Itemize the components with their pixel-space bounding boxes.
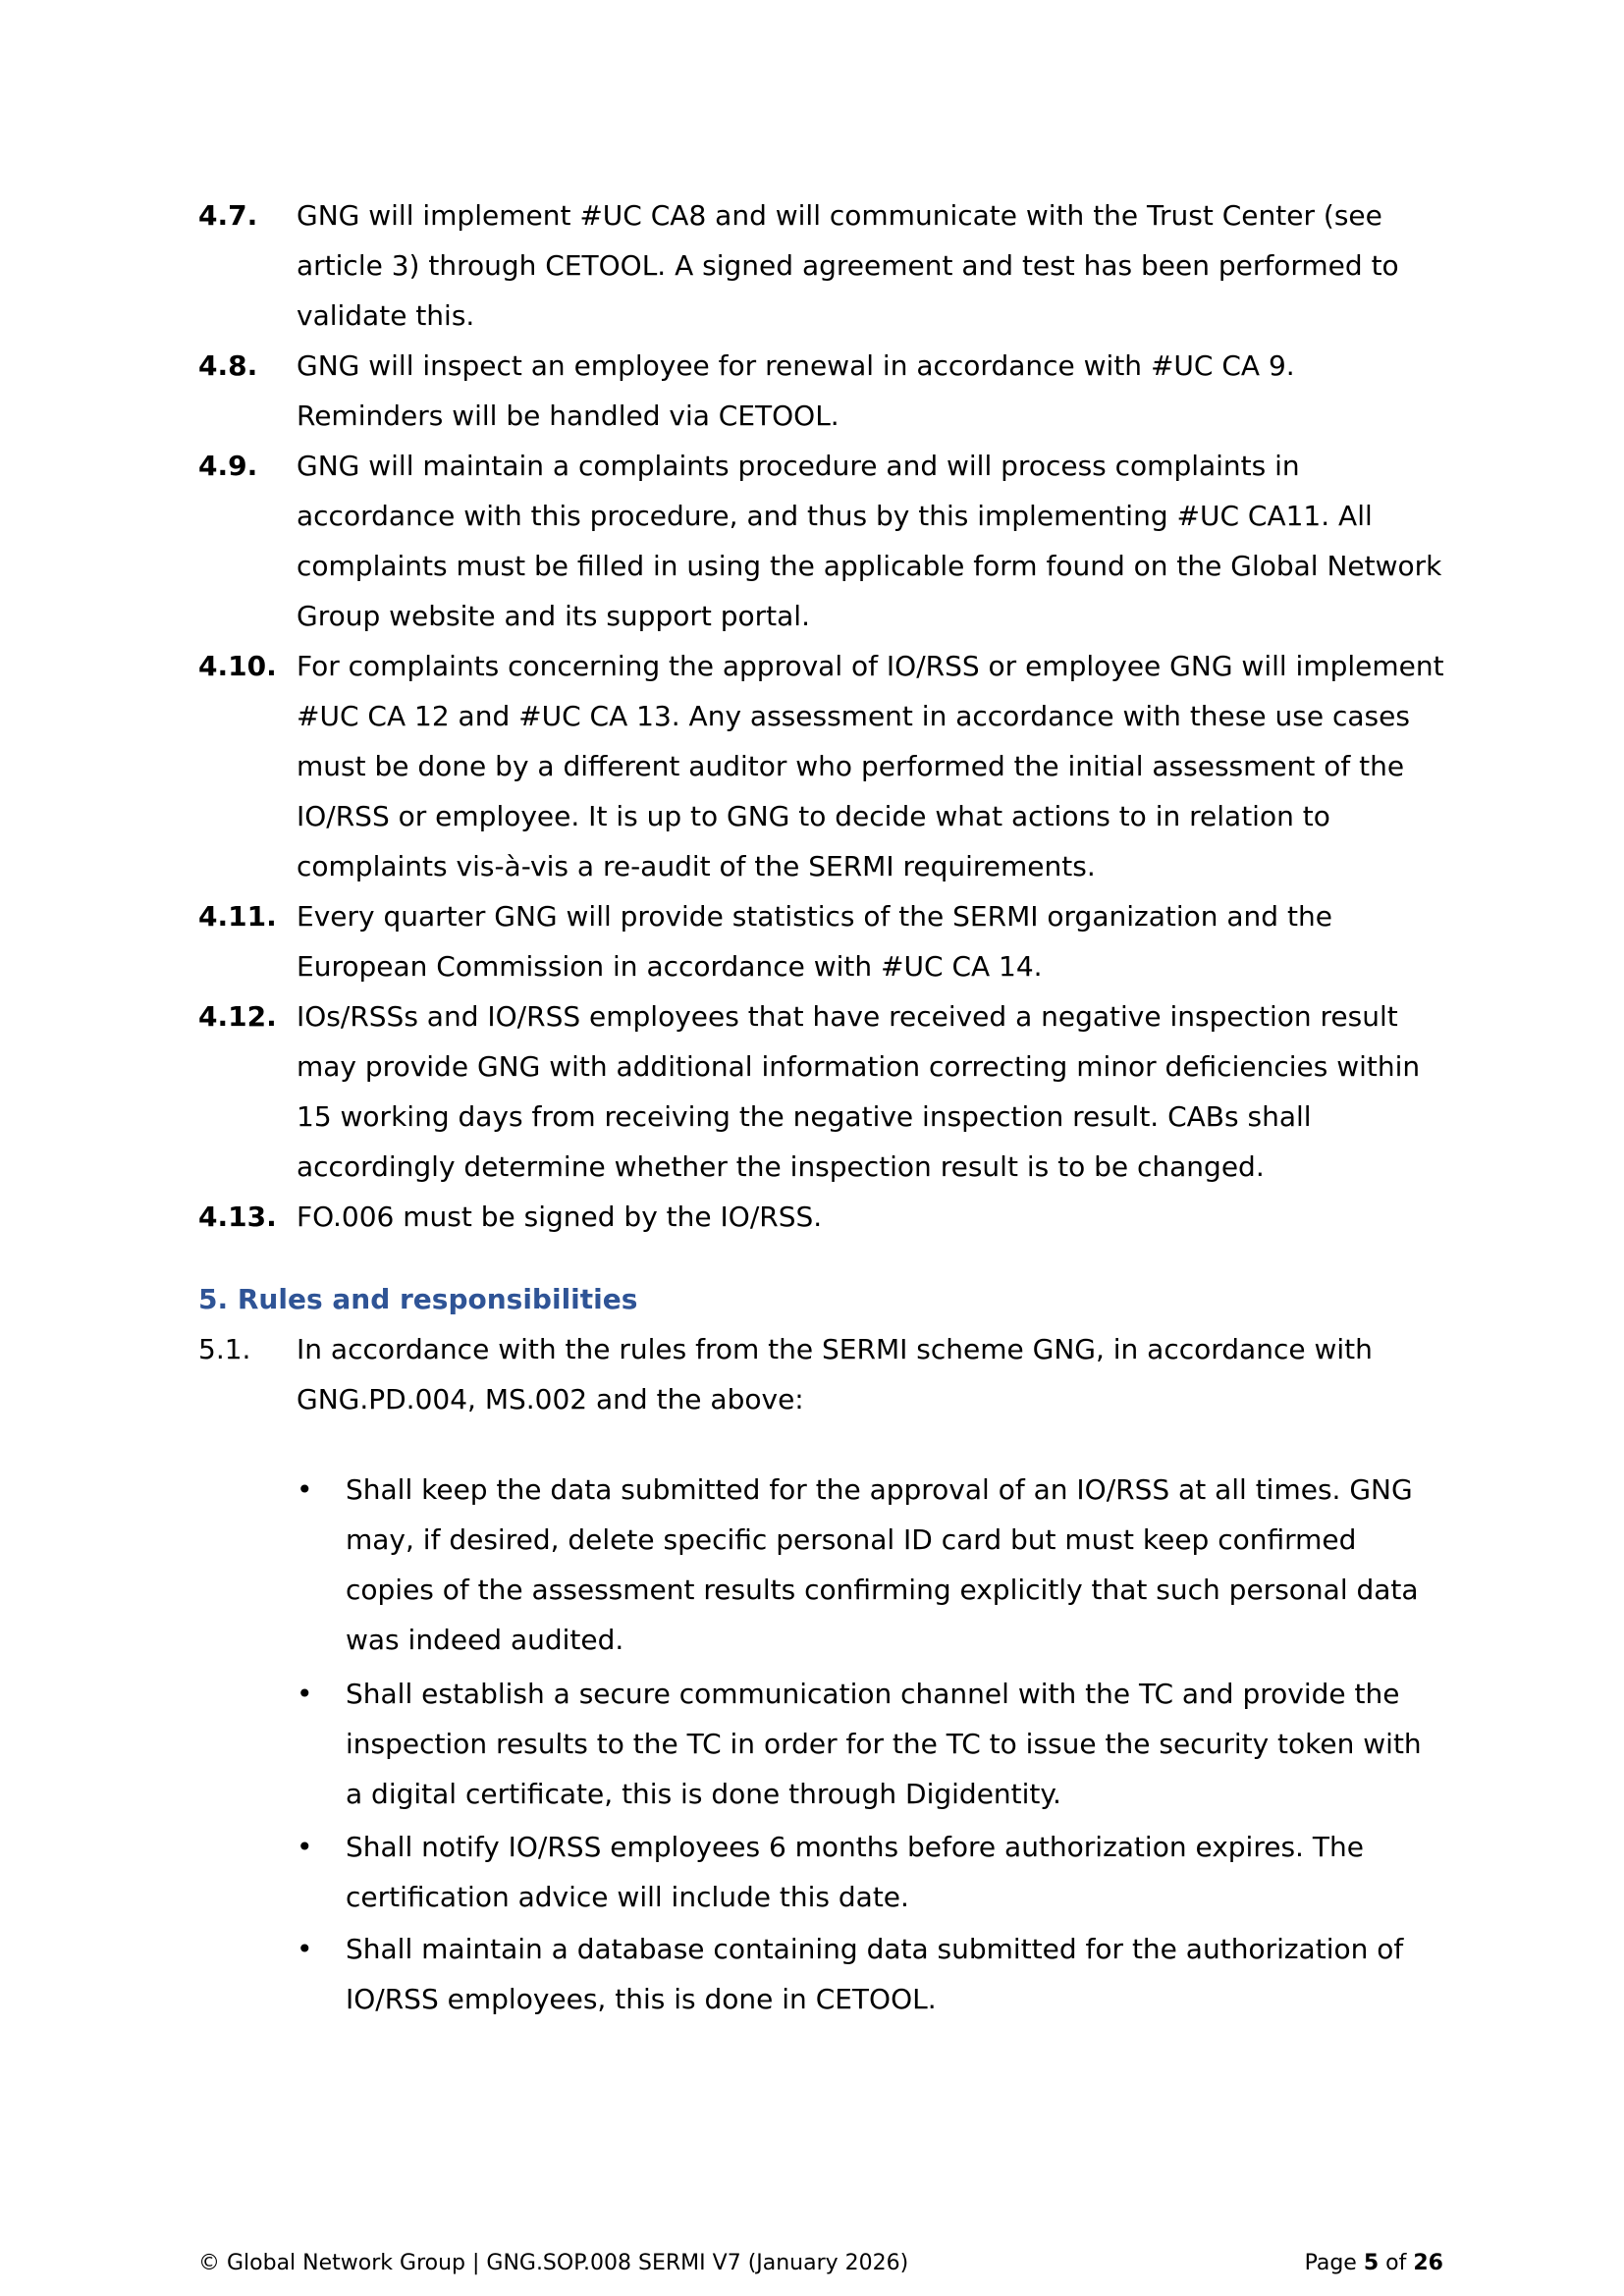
- clause-4-7: [198, 190, 1445, 341]
- page-label: Page: [1304, 2251, 1357, 2275]
- bullet-dot-icon: •: [297, 1933, 313, 1965]
- clause-text: GNG will maintain a complaints procedure and will process complaints in accordance with this procedure, and thus by this implementing #UC CA11. All complaints must be filled in using the applicable form found on the Global Network Group website and its support portal.: [297, 450, 1442, 632]
- bullet-item: [297, 1822, 1445, 1922]
- section-heading: 5. Rules and responsibilities: [198, 1283, 638, 1315]
- bullet-item: [297, 1465, 1445, 1665]
- bullet-text: Shall maintain a database containing data submitted for the authorization of IO/RSS employees, this is done in CETOOL.: [346, 1933, 1404, 2015]
- bullet-item: [297, 1924, 1445, 2024]
- bullet-dot-icon: •: [297, 1678, 313, 1710]
- current-page: 5: [1363, 2251, 1380, 2275]
- clause-4-11: [198, 891, 1445, 991]
- bullet-text: Shall notify IO/RSS employees 6 months before authorization expires. The certification advice will include this date.: [346, 1831, 1364, 1913]
- clause-text: GNG will inspect an employee for renewal in accordance with #UC CA 9. Reminders will be handled via CETOOL.: [297, 349, 1295, 432]
- clause-text: For complaints concerning the approval of IO/RSS or employee GNG will implement #UC CA 12 and #UC CA 13. Any assessment in accordance with these use cases must be done by a different auditor who performed the initial assessment of the IO/RSS or employee. It is up to GNG to decide what actions to in relation to complaints vis-à-vis a re-audit of the SERMI requirements.: [297, 650, 1444, 882]
- total-pages: 26: [1413, 2251, 1443, 2275]
- clause-4-10: [198, 641, 1445, 891]
- bullet-text: Shall establish a secure communication channel with the TC and provide the inspection results to the TC in order for the TC to issue the security token with a digital certificate, this is done through Digidentity.: [346, 1678, 1422, 1810]
- clause-4-9: [198, 441, 1445, 641]
- page-of-label: of: [1385, 2251, 1407, 2275]
- clause-text: GNG will implement #UC CA8 and will communicate with the Trust Center (see article 3) through CETOOL. A signed agreement and test has been performed to validate this.: [297, 199, 1399, 332]
- clause-text: Every quarter GNG will provide statistics of the SERMI organization and the European Commission in accordance with #UC CA 14.: [297, 900, 1332, 983]
- footer-page-number: [1305, 2249, 1443, 2278]
- footer-copyright: © Global Network Group | GNG.SOP.008 SERMI V7 (January 2026): [198, 2251, 909, 2275]
- clause-text: IOs/RSSs and IO/RSS employees that have received a negative inspection result may provide GNG with additional information correcting minor deficiencies within 15 working days from receiving the negative inspection result. CABs shall accordingly determine whether the inspection result is to be changed.: [297, 1000, 1421, 1183]
- clause-number: 4.8.: [198, 349, 258, 382]
- clause-4-8: [198, 341, 1445, 441]
- clause-text: FO.006 must be signed by the IO/RSS.: [297, 1201, 823, 1233]
- clause-4-12: [198, 991, 1445, 1192]
- bullet-dot-icon: •: [297, 1831, 313, 1863]
- clause-5-1: [198, 1324, 1445, 1424]
- clause-number: 4.7.: [198, 199, 258, 232]
- clause-number: 4.11.: [198, 900, 277, 933]
- bullet-dot-icon: •: [297, 1473, 313, 1506]
- clause-number: 4.9.: [198, 450, 258, 482]
- clause-number: 5.1.: [198, 1333, 251, 1365]
- clause-text: In accordance with the rules from the SERMI scheme GNG, in accordance with GNG.PD.004, MS.002 and the above:: [297, 1333, 1373, 1415]
- clause-4-13: [198, 1192, 1445, 1242]
- clause-number: 4.13.: [198, 1201, 277, 1233]
- clause-number: 4.10.: [198, 650, 277, 682]
- bullet-text: Shall keep the data submitted for the approval of an IO/RSS at all times. GNG may, if desired, delete specific personal ID card but must keep confirmed copies of the assessment results confirming explicitly that such personal data was indeed audited.: [346, 1473, 1419, 1656]
- bullet-item: [297, 1669, 1445, 1819]
- clause-number: 4.12.: [198, 1000, 277, 1033]
